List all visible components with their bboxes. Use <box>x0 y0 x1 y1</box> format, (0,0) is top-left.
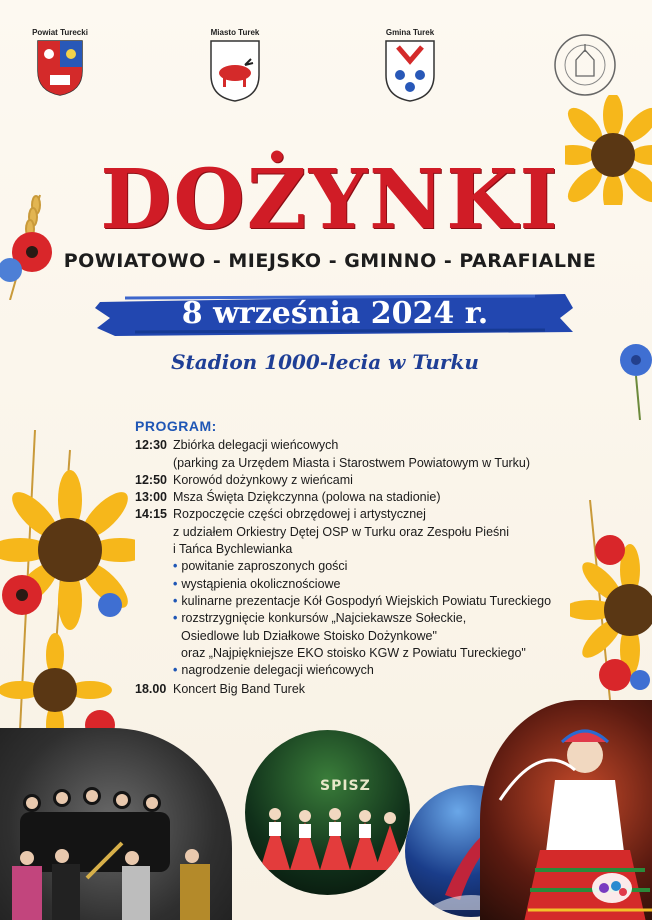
crest-powiat-turecki <box>30 28 90 97</box>
program-time: 18.00 <box>135 682 167 697</box>
program-bullet-text: kulinarne prezentacje Kół Gospodyń Wiejskich Powiatu Tureckiego <box>181 593 552 608</box>
program-bullet: • rozstrzygnięcie konkursów „Najciekawsze Sołeckie, <box>173 611 467 626</box>
program-item <box>135 681 605 698</box>
program-time: 13:00 <box>135 490 167 505</box>
program-bullet-continuation: Osiedlowe lub Działkowe Stoisko Dożynkowe" <box>181 628 437 643</box>
crest-caption: Miasto Turek <box>210 28 260 37</box>
parish-seal-icon <box>552 32 618 98</box>
photo-folk-dancers <box>245 730 410 895</box>
program-text: Korowód dożynkowy z wieńcami <box>173 472 353 487</box>
sunflower-left-decoration <box>0 430 135 740</box>
program-header: PROGRAM: <box>135 418 217 434</box>
event-date: 8 września 2024 r. <box>181 296 489 331</box>
cornflower-right-decoration <box>610 340 652 420</box>
program-bullet: • powitanie zaproszonych gości <box>173 559 348 574</box>
stage-label: SPISZ <box>320 778 371 794</box>
crest-miasto-turek <box>205 28 265 103</box>
program-time: 12:30 <box>135 438 167 453</box>
event-title: DOŻYNKI <box>100 152 560 248</box>
program-text: Koncert Big Band Turek <box>173 682 306 697</box>
program-detail: (parking za Urzędem Miasta i Starostwem Powiatowym w Turku) <box>173 455 531 470</box>
program-time: 14:15 <box>135 507 167 522</box>
program-bullet-text: wystąpienia okolicznościowe <box>181 576 341 591</box>
coat-of-arms-icon <box>209 39 261 103</box>
program-bullet: • nagrodzenie delegacji wieńcowych <box>173 663 374 678</box>
program-detail: i Tańca Bychlewianka <box>173 542 293 557</box>
photo-folk-costume-girl <box>480 700 652 920</box>
program-bullet-text: rozstrzygnięcie konkursów „Najciekawsze Sołeckie, <box>181 611 467 626</box>
program-item <box>135 437 605 454</box>
program-detail: z udziałem Orkiestry Dętej OSP w Turku oraz Zespołu Pieśni <box>173 524 510 539</box>
program-bullet-text: powitanie zaproszonych gości <box>181 559 348 574</box>
program-bullet: • kulinarne prezentacje Kół Gospodyń Wiejskich Powiatu Tureckiego <box>173 593 552 608</box>
program-bullet-text: nagrodzenie delegacji wieńcowych <box>181 663 374 678</box>
crest-caption: Powiat Turecki <box>32 28 88 37</box>
event-venue: Stadion 1000-lecia w Turku <box>171 350 479 374</box>
event-subtitle: POWIATOWO - MIEJSKO - GMINNO - PARAFIALNE <box>63 250 597 272</box>
program-text: Msza Święta Dziękczynna (polowa na stadionie) <box>173 490 441 505</box>
crest-caption: Gmina Turek <box>385 28 435 37</box>
folk-group-logo-icon <box>590 870 634 906</box>
program-item <box>135 506 605 523</box>
crest-gmina-turek <box>380 28 440 103</box>
program-section <box>135 418 605 699</box>
program-text: Zbiórka delegacji wieńcowych <box>173 438 339 453</box>
program-time: 12:50 <box>135 472 167 487</box>
coat-of-arms-icon <box>384 39 436 103</box>
program-bullet-continuation: oraz „Najpiękniejsze EKO stoisko KGW z Powiatu Tureckiego" <box>181 645 526 660</box>
program-item <box>135 472 605 489</box>
photo-big-band <box>0 728 232 920</box>
program-bullet: • wystąpienia okolicznościowe <box>173 576 341 591</box>
program-text: Rozpoczęcie części obrzędowej i artystycznej <box>173 507 426 522</box>
wheat-poppy-decoration-left <box>0 190 70 300</box>
sunflower-top-right-decoration <box>565 95 652 205</box>
coat-of-arms-icon <box>36 39 84 97</box>
program-item <box>135 489 605 506</box>
